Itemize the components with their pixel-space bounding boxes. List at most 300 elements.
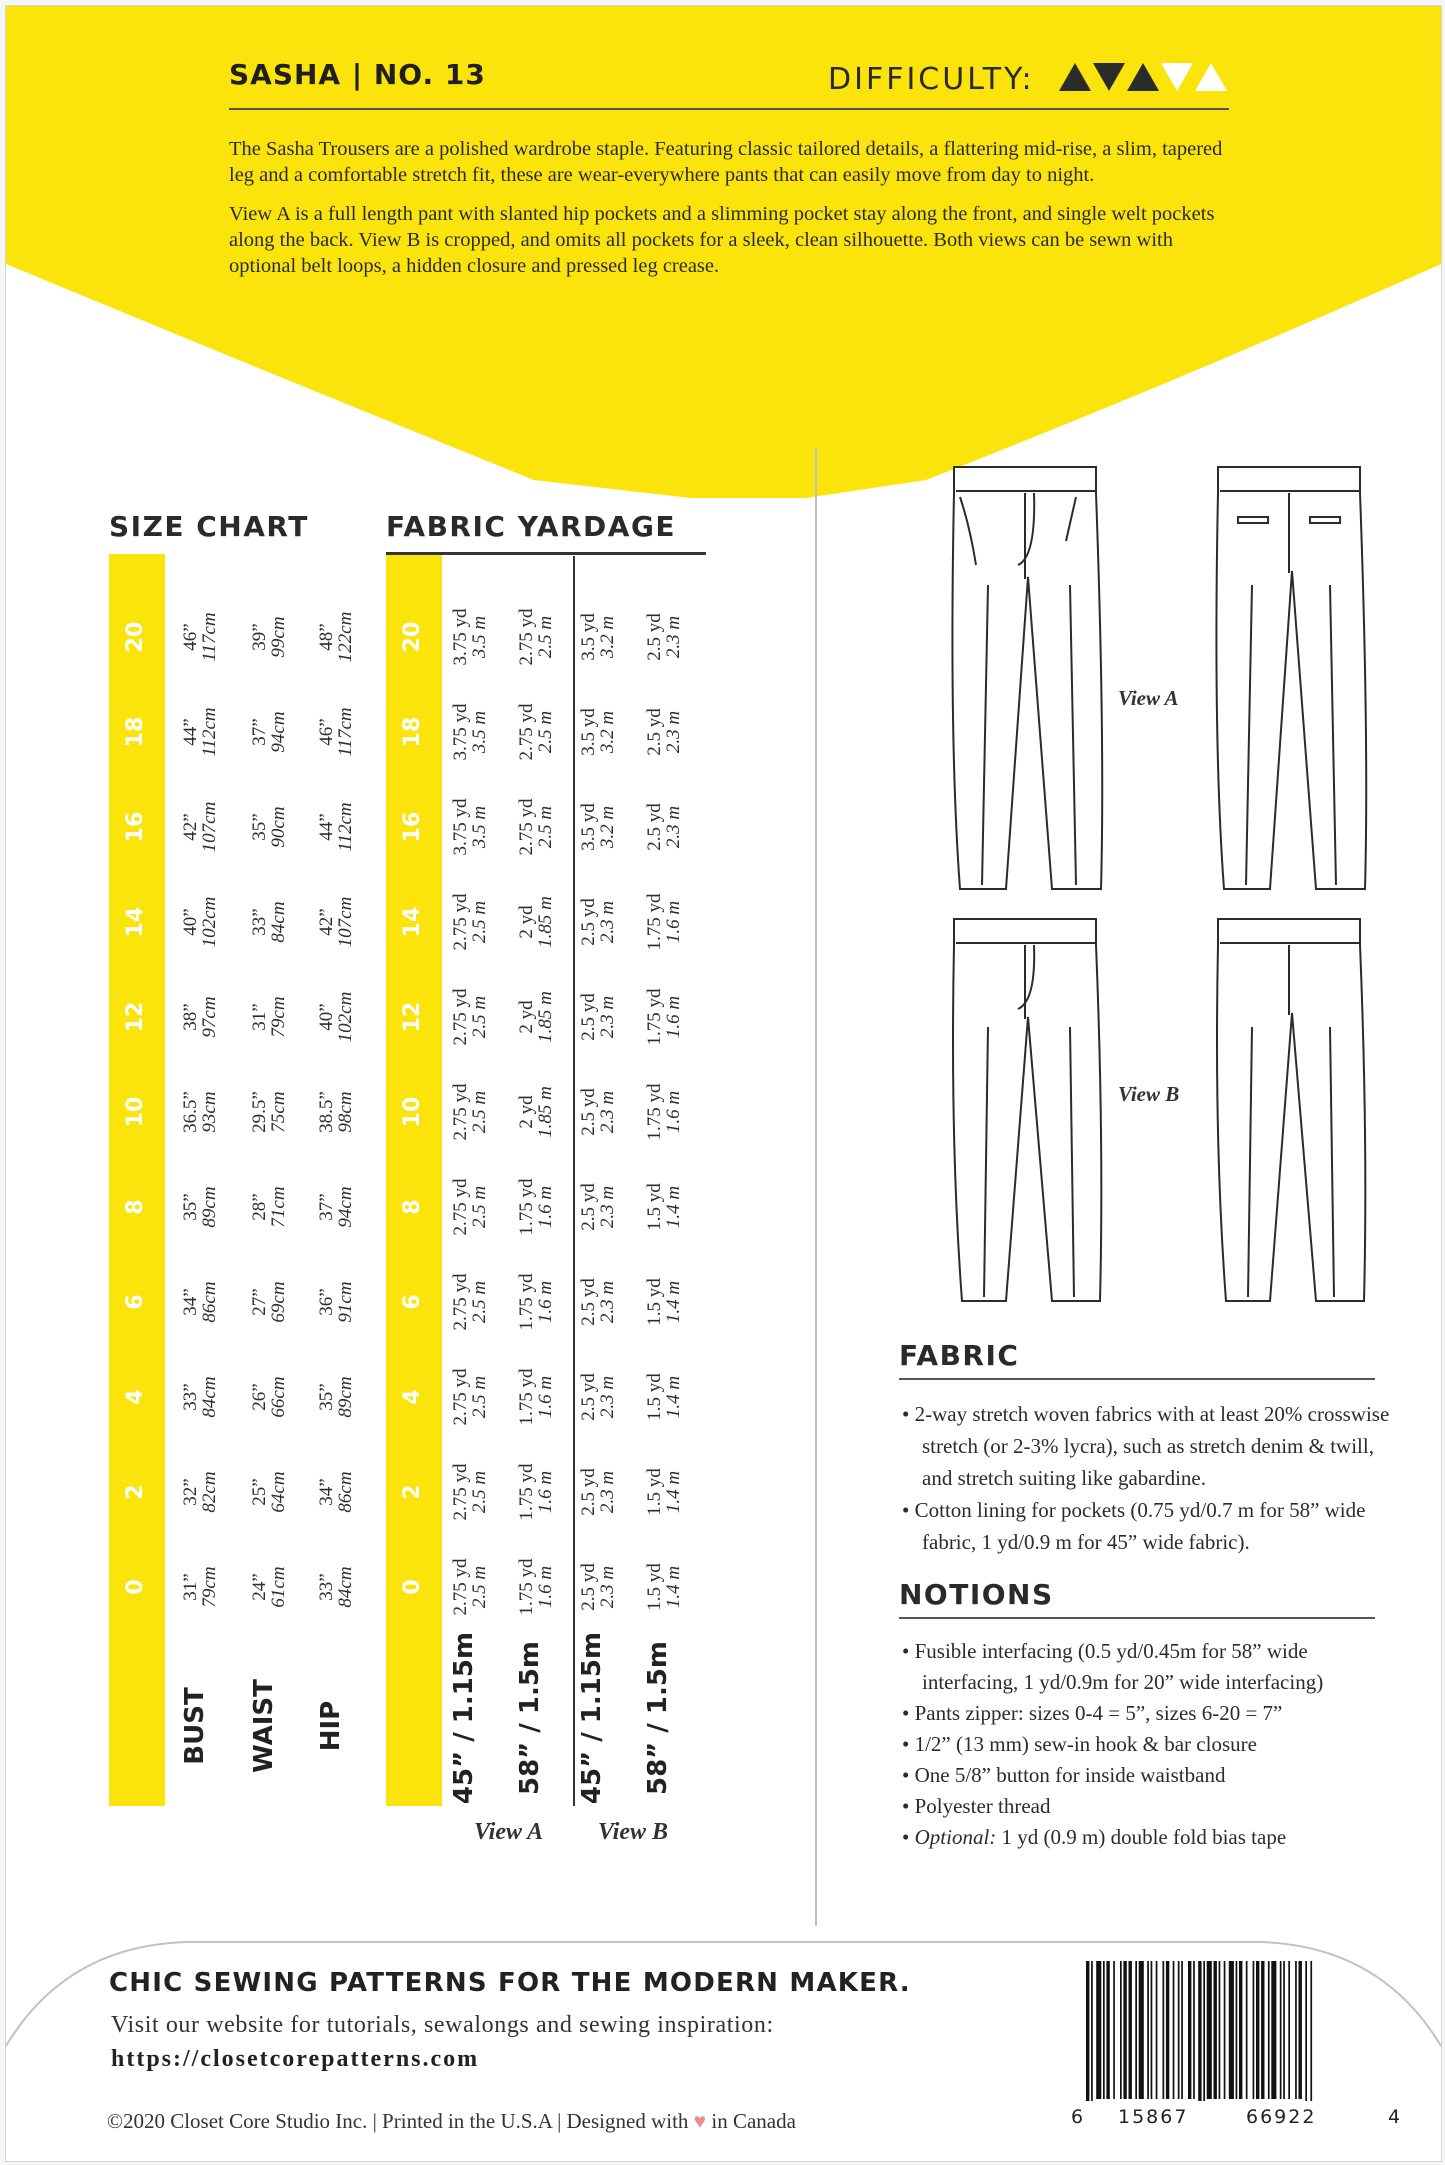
intro-paragraph-2: View A is a full length pant with slanted hip pockets and a slimming pocket stay along the front, and single welt pockets along the back. View B is cropped, and omits all pockets for a sleek, clean silhouette. Both views can be sewn with optional belt loops, a hidden closure and pressed leg crease.: [229, 203, 1215, 277]
yardage-size-label: 20: [400, 621, 425, 653]
measurement-cell: [317, 1162, 359, 1252]
trouser-illustrations: [946, 461, 1386, 1306]
yardage-cell: [645, 872, 687, 972]
yardage-meters: 3.5 m: [469, 710, 490, 754]
measurement-inches: 29.5”: [249, 1091, 270, 1133]
yardage-yards: 2.75 yd: [450, 988, 471, 1046]
measurement-cell: [317, 782, 359, 872]
yardage-yards: 1.5 yd: [644, 1563, 665, 1611]
yardage-meters: 2.3 m: [597, 1375, 618, 1419]
yardage-yards: 2.75 yd: [450, 1178, 471, 1236]
yardage-meters: 2.5 m: [469, 1280, 490, 1324]
measurement-inches: 46”: [180, 623, 201, 651]
website-link[interactable]: https://closetcorepatterns.com: [111, 2046, 480, 2072]
measurement-cell: [317, 592, 359, 682]
barcode-bar: [1288, 1961, 1290, 2099]
measurement-cm: 75cm: [268, 1091, 289, 1133]
yardage-meters: 2.3 m: [597, 1470, 618, 1514]
measurement-inches: 36.5”: [180, 1091, 201, 1133]
yardage-yards: 2.75 yd: [516, 703, 537, 761]
barcode-bar: [1151, 1961, 1153, 2099]
measurement-cm: 61cm: [268, 1566, 289, 1608]
barcode-group-1: 15867: [1118, 2106, 1189, 2128]
yardage-cell: [451, 682, 493, 782]
measurement-cell: [250, 877, 292, 967]
measurement-inches: 40”: [180, 908, 201, 936]
measurement-cell: [317, 1447, 359, 1537]
measurement-cm: 71cm: [268, 1186, 289, 1228]
measurement-inches: 33”: [316, 1573, 337, 1601]
measurement-cell: [181, 1447, 223, 1537]
measurement-cm: 84cm: [335, 1566, 356, 1608]
yardage-meters: 2.3 m: [663, 710, 684, 754]
measurement-cell: [317, 972, 359, 1062]
yardage-yards: 1.75 yd: [644, 893, 665, 951]
barcode-icon: [1086, 1961, 1386, 2101]
barcode-bar: [1239, 1961, 1242, 2099]
yardage-meters: 2.5 m: [535, 615, 556, 659]
measurement-cm: 112cm: [335, 802, 356, 852]
measurement-inches: 24”: [249, 1573, 270, 1601]
size-label: 18: [123, 716, 148, 748]
yardage-view-b-label: View B: [598, 1819, 669, 1845]
measurement-cm: 84cm: [199, 1376, 220, 1418]
notions-item: • One 5/8” button for inside waistband: [902, 1763, 1226, 1787]
yardage-yards: 1.75 yd: [644, 988, 665, 1046]
yardage-meters: 2.5 m: [469, 900, 490, 944]
barcode-bar: [1123, 1961, 1126, 2099]
size-label: 10: [123, 1096, 148, 1128]
heart-icon: ♥: [693, 2109, 707, 2133]
yardage-meters: 2.5 m: [469, 1375, 490, 1419]
measurement-inches: 42”: [316, 908, 337, 936]
measurement-cell: [317, 1542, 359, 1632]
measurement-inches: 36”: [316, 1288, 337, 1316]
measurement-cm: 79cm: [268, 996, 289, 1038]
barcode-bar: [1305, 1961, 1307, 2101]
barcode-bar: [1280, 1961, 1282, 2099]
yardage-meters: 1.6 m: [663, 900, 684, 944]
yardage-cell: [517, 682, 559, 782]
yardage-size-label: 2: [400, 1484, 425, 1500]
yardage-cell: [451, 967, 493, 1067]
yardage-meters: 2.3 m: [597, 1090, 618, 1134]
measurement-cell: [317, 1067, 359, 1157]
yardage-cell: [517, 1252, 559, 1352]
yardage-yards: 2.5 yd: [644, 613, 665, 661]
measurement-cell: [181, 1162, 223, 1252]
yardage-yards: 1.5 yd: [644, 1468, 665, 1516]
yardage-cell: [517, 777, 559, 877]
yardage-yards: 2.5 yd: [578, 1088, 599, 1136]
measurement-cm: 112cm: [199, 707, 220, 757]
measurement-inches: 48”: [316, 623, 337, 651]
yardage-yards: 1.75 yd: [516, 1463, 537, 1521]
yardage-cell: [579, 1442, 621, 1542]
yardage-cell: [517, 1347, 559, 1447]
measurement-cell: [317, 1352, 359, 1442]
column-divider: [815, 448, 817, 1926]
yardage-meters: 2.5 m: [469, 995, 490, 1039]
yardage-meters: 3.5 m: [469, 805, 490, 849]
measurement-cm: 97cm: [199, 996, 220, 1038]
barcode-bar: [1156, 1961, 1158, 2099]
barcode-digit-left: 6: [1071, 2106, 1084, 2128]
yardage-meters: 2.3 m: [663, 615, 684, 659]
yardage-meters: 3.2 m: [597, 710, 618, 754]
barcode-bar: [1299, 1961, 1302, 2099]
measurement-inches: 38.5”: [316, 1091, 337, 1133]
yardage-cell: [451, 872, 493, 972]
barcode-bar: [1135, 1961, 1137, 2099]
measurement-cell: [181, 1352, 223, 1442]
notions-rule: [899, 1617, 1375, 1619]
measurement-cell: [317, 687, 359, 777]
view-b-back-icon: [1217, 919, 1365, 1301]
measurement-cell: [181, 592, 223, 682]
measurement-inches: 37”: [249, 718, 270, 746]
size-row-label: WAIST: [249, 1679, 279, 1773]
yardage-cell: [451, 777, 493, 877]
yardage-yards: 3.5 yd: [578, 708, 599, 756]
pattern-envelope-back: [5, 5, 1442, 2162]
yardage-meters: 2.3 m: [663, 805, 684, 849]
yardage-cell: [645, 777, 687, 877]
yardage-meters: 1.4 m: [663, 1185, 684, 1229]
yardage-yards: 1.75 yd: [516, 1558, 537, 1616]
measurement-cell: [250, 1542, 292, 1632]
yardage-yards: 2.75 yd: [450, 1463, 471, 1521]
yardage-cell: [645, 587, 687, 687]
barcode-bar: [1268, 1961, 1270, 2099]
yardage-meters: 1.4 m: [663, 1375, 684, 1419]
barcode-bar: [1103, 1961, 1105, 2099]
yardage-meters: 1.4 m: [663, 1565, 684, 1609]
yardage-row-label: 45” / 1.15m: [449, 1631, 479, 1805]
yardage-yards: 3.75 yd: [450, 608, 471, 666]
measurement-inches: 44”: [316, 813, 337, 841]
yardage-cell: [517, 872, 559, 972]
yardage-meters: 1.85 m: [535, 1086, 556, 1138]
yardage-cell: [579, 872, 621, 972]
yardage-yards: 2.75 yd: [516, 798, 537, 856]
measurement-inches: 34”: [316, 1478, 337, 1506]
yardage-cell: [579, 682, 621, 782]
measurement-cell: [250, 972, 292, 1062]
barcode-bar: [1193, 1961, 1195, 2099]
yardage-yards: 2.75 yd: [516, 608, 537, 666]
yardage-size-label: 16: [400, 811, 425, 843]
barcode-bar: [1139, 1961, 1144, 2099]
yardage-cell: [579, 1252, 621, 1352]
yardage-yards: 2.75 yd: [450, 893, 471, 951]
yardage-yards: 2 yd: [516, 905, 537, 939]
barcode-bar: [1147, 1961, 1149, 2099]
measurement-cm: 89cm: [335, 1376, 356, 1418]
yardage-yards: 2.75 yd: [450, 1368, 471, 1426]
yardage-yards: 3.75 yd: [450, 703, 471, 761]
yardage-yards: 3.5 yd: [578, 613, 599, 661]
yardage-meters: 2.5 m: [469, 1185, 490, 1229]
measurement-cm: 102cm: [335, 991, 356, 1043]
yardage-meters: 2.3 m: [597, 1280, 618, 1324]
measurement-cm: 107cm: [199, 801, 220, 853]
yardage-cell: [517, 587, 559, 687]
barcode-bar: [1219, 1961, 1221, 2099]
measurement-cell: [181, 782, 223, 872]
yardage-size-label: 14: [400, 906, 425, 938]
fabric-item: • Cotton lining for pockets (0.75 yd/0.7 m for 58” wide fabric, 1 yd/0.9 m for 45” wide fabric).: [902, 1498, 1366, 1554]
yardage-yards: 2.75 yd: [450, 1083, 471, 1141]
yardage-yards: 2.75 yd: [450, 1558, 471, 1616]
yardage-yards: 2.5 yd: [578, 1183, 599, 1231]
yardage-meters: 1.4 m: [663, 1470, 684, 1514]
yardage-yards: 1.5 yd: [644, 1183, 665, 1231]
measurement-cm: 117cm: [335, 707, 356, 757]
yardage-size-label: 18: [400, 716, 425, 748]
notions-item: • Polyester thread: [902, 1794, 1051, 1818]
yardage-meters: 3.5 m: [469, 615, 490, 659]
measurement-inches: 42”: [180, 813, 201, 841]
measurement-cell: [250, 1352, 292, 1442]
barcode-bar: [1181, 1961, 1183, 2099]
measurement-cm: 84cm: [268, 901, 289, 943]
fabric-list: [902, 1398, 1392, 1558]
measurement-inches: 38”: [180, 1003, 201, 1031]
barcode-bar: [1086, 1961, 1089, 2101]
measurement-cell: [250, 1162, 292, 1252]
size-label: 14: [123, 906, 148, 938]
barcode-bar: [1253, 1961, 1255, 2099]
measurement-cm: 98cm: [335, 1091, 356, 1133]
notions-list: [902, 1636, 1382, 1853]
measurement-cell: [181, 877, 223, 967]
notions-item: • 1/2” (13 mm) sew-in hook & bar closure: [902, 1732, 1257, 1756]
measurement-cell: [250, 1257, 292, 1347]
fabric-yardage-title: FABRIC YARDAGE: [386, 510, 677, 543]
yardage-cell: [451, 587, 493, 687]
yardage-yards: 2.5 yd: [644, 708, 665, 756]
barcode-bar: [1229, 1961, 1234, 2099]
measurement-cm: 86cm: [199, 1281, 220, 1323]
yardage-yards: 1.75 yd: [516, 1368, 537, 1426]
notions-item-optional: • Optional: 1 yd (0.9 m) double fold bias tape: [902, 1825, 1287, 1849]
measurement-cell: [250, 1067, 292, 1157]
measurement-cm: 122cm: [335, 611, 356, 663]
barcode-bar: [1188, 1961, 1191, 2099]
measurement-inches: 27”: [249, 1288, 270, 1316]
yardage-yards: 2.5 yd: [644, 803, 665, 851]
measurement-cm: 94cm: [335, 1186, 356, 1228]
measurement-inches: 35”: [316, 1383, 337, 1411]
measurement-inches: 46”: [316, 718, 337, 746]
size-label: 16: [123, 811, 148, 843]
measurement-inches: 35”: [249, 813, 270, 841]
yardage-cell: [579, 967, 621, 1067]
yardage-cell: [451, 1157, 493, 1257]
measurement-cell: [250, 687, 292, 777]
yardage-size-label: 10: [400, 1096, 425, 1128]
yardage-yards: 2.5 yd: [578, 993, 599, 1041]
yardage-meters: 1.6 m: [535, 1375, 556, 1419]
yardage-size-label: 12: [400, 1001, 425, 1033]
yardage-meters: 1.85 m: [535, 896, 556, 948]
measurement-cell: [250, 592, 292, 682]
measurement-cm: 64cm: [268, 1471, 289, 1513]
visit-text: Visit our website for tutorials, sewalongs and sewing inspiration:: [111, 2012, 774, 2038]
notions-item: • Fusible interfacing (0.5 yd/0.45m for 58” wide interfacing, 1 yd/0.9m for 20” wide interfacing): [902, 1639, 1324, 1694]
measurement-cell: [181, 972, 223, 1062]
yardage-top-rule: [386, 552, 706, 555]
yardage-yards: 2.5 yd: [578, 1278, 599, 1326]
intro-text: [229, 136, 1229, 292]
barcode-bar: [1091, 1961, 1093, 2101]
measurement-cell: [250, 1447, 292, 1537]
yardage-meters: 3.2 m: [597, 615, 618, 659]
measurement-inches: 34”: [180, 1288, 201, 1316]
yardage-cell: [579, 1062, 621, 1162]
yardage-meters: 1.6 m: [663, 1090, 684, 1134]
tagline: CHIC SEWING PATTERNS FOR THE MODERN MAKER.: [109, 1968, 911, 1998]
size-label: 4: [123, 1389, 148, 1405]
optional-label: Optional:: [914, 1825, 997, 1849]
measurement-cell: [181, 687, 223, 777]
barcode-bar: [1120, 1961, 1122, 2099]
barcode-bar: [1295, 1961, 1297, 2099]
measurement-inches: 33”: [180, 1383, 201, 1411]
yardage-size-label: 8: [400, 1199, 425, 1215]
barcode-digit-right: 4: [1388, 2106, 1401, 2128]
yardage-meters: 2.5 m: [469, 1565, 490, 1609]
yardage-meters: 1.6 m: [663, 995, 684, 1039]
measurement-cm: 82cm: [199, 1471, 220, 1513]
yardage-size-label: 0: [400, 1579, 425, 1595]
yardage-yards: 2.5 yd: [578, 1563, 599, 1611]
measurement-cell: [181, 1067, 223, 1157]
copyright-country: in Canada: [706, 2109, 796, 2133]
barcode-group-2: 66922: [1246, 2106, 1317, 2128]
yardage-meters: 2.3 m: [597, 1185, 618, 1229]
yardage-meters: 2.3 m: [597, 900, 618, 944]
yardage-yards: 2.5 yd: [578, 898, 599, 946]
barcode-bar: [1166, 1961, 1169, 2099]
yardage-size-label: 6: [400, 1294, 425, 1310]
yardage-view-a-label: View A: [474, 1819, 544, 1845]
yardage-cell: [451, 1062, 493, 1162]
measurement-cm: 86cm: [335, 1471, 356, 1513]
measurement-cm: 99cm: [268, 616, 289, 658]
barcode-bar: [1163, 1961, 1165, 2099]
view-a-front-icon: [952, 467, 1102, 889]
measurement-cell: [250, 782, 292, 872]
copyright: [107, 2109, 796, 2134]
barcode-bar: [1236, 1961, 1238, 2099]
measurement-inches: 40”: [316, 1003, 337, 1031]
measurement-inches: 26”: [249, 1383, 270, 1411]
yardage-yards: 1.75 yd: [644, 1083, 665, 1141]
size-label: 20: [123, 621, 148, 653]
measurement-cm: 94cm: [268, 711, 289, 753]
measurement-cm: 107cm: [335, 896, 356, 948]
barcode-bar: [1224, 1961, 1226, 2099]
yardage-cell: [645, 1157, 687, 1257]
barcode-bar: [1178, 1961, 1180, 2099]
size-label: 12: [123, 1001, 148, 1033]
measurement-inches: 39”: [249, 623, 270, 651]
barcode-bar: [1198, 1961, 1201, 2101]
yardage-meters: 2.3 m: [597, 995, 618, 1039]
size-row-label: HIP: [316, 1700, 346, 1752]
yardage-yards: 3.75 yd: [450, 798, 471, 856]
yardage-cell: [451, 1347, 493, 1447]
illustration-view-b-label: View B: [1118, 1082, 1180, 1106]
measurement-inches: 32”: [180, 1478, 201, 1506]
yardage-cell: [645, 1062, 687, 1162]
measurement-cell: [317, 1257, 359, 1347]
yardage-row-label: 58” / 1.5m: [515, 1640, 545, 1796]
yardage-yards: 3.5 yd: [578, 803, 599, 851]
yardage-yards: 1.5 yd: [644, 1373, 665, 1421]
yardage-view-divider: [573, 556, 575, 1806]
fabric-item: • 2-way stretch woven fabrics with at least 20% crosswise stretch (or 2-3% lycra), such as stretch denim & twill, and stretch suiting like gabardine.: [902, 1402, 1390, 1490]
fabric-rule: [899, 1378, 1375, 1380]
fabric-title: FABRIC: [899, 1339, 1020, 1372]
intro-paragraph-1: The Sasha Trousers are a polished wardrobe staple. Featuring classic tailored details, a flattering mid-rise, a slim, tapered leg and a comfortable stretch fit, these are wear-everywhere pants that can easily move from day to night.: [229, 138, 1223, 186]
measurement-inches: 31”: [249, 1003, 270, 1031]
measurement-cm: 90cm: [268, 806, 289, 848]
pattern-title: SASHA | NO. 13: [229, 58, 486, 91]
measurement-inches: 25”: [249, 1478, 270, 1506]
yardage-yards: 2.5 yd: [578, 1468, 599, 1516]
measurement-cm: 102cm: [199, 896, 220, 948]
yardage-meters: 2.5 m: [469, 1470, 490, 1514]
barcode-bar: [1283, 1961, 1285, 2099]
measurement-cell: [181, 1257, 223, 1347]
yardage-cell: [451, 1252, 493, 1352]
yardage-cell: [579, 1157, 621, 1257]
yardage-meters: 2.3 m: [597, 1565, 618, 1609]
yardage-meters: 3.2 m: [597, 805, 618, 849]
copyright-text: ©2020 Closet Core Studio Inc. | Printed in the U.S.A | Designed with: [107, 2109, 694, 2133]
yardage-meters: 1.6 m: [535, 1565, 556, 1609]
measurement-cm: 117cm: [199, 612, 220, 662]
yardage-yards: 2.5 yd: [578, 1373, 599, 1421]
yardage-yards: 1.5 yd: [644, 1278, 665, 1326]
size-label: 8: [123, 1199, 148, 1215]
barcode-bar: [1207, 1961, 1212, 2099]
yardage-meters: 2.5 m: [535, 710, 556, 754]
yardage-cell: [579, 1347, 621, 1447]
measurement-cm: 66cm: [268, 1376, 289, 1418]
yardage-size-label: 4: [400, 1389, 425, 1405]
measurement-inches: 37”: [316, 1193, 337, 1221]
yardage-meters: 2.5 m: [535, 805, 556, 849]
difficulty-label: DIFFICULTY:: [828, 62, 1035, 97]
measurement-cm: 91cm: [335, 1281, 356, 1323]
size-chart-title: SIZE CHART: [109, 510, 309, 543]
yardage-meters: 1.4 m: [663, 1280, 684, 1324]
barcode-bar: [1129, 1961, 1132, 2099]
barcode-bar: [1261, 1961, 1264, 2099]
yardage-cell: [517, 1062, 559, 1162]
barcode-bar: [1113, 1961, 1115, 2099]
yardage-meters: 1.6 m: [535, 1185, 556, 1229]
view-a-back-icon: [1216, 467, 1366, 889]
barcode-bar: [1214, 1961, 1217, 2099]
measurement-cm: 93cm: [199, 1091, 220, 1133]
barcode-bar: [1173, 1961, 1175, 2099]
yardage-meters: 1.6 m: [535, 1470, 556, 1514]
